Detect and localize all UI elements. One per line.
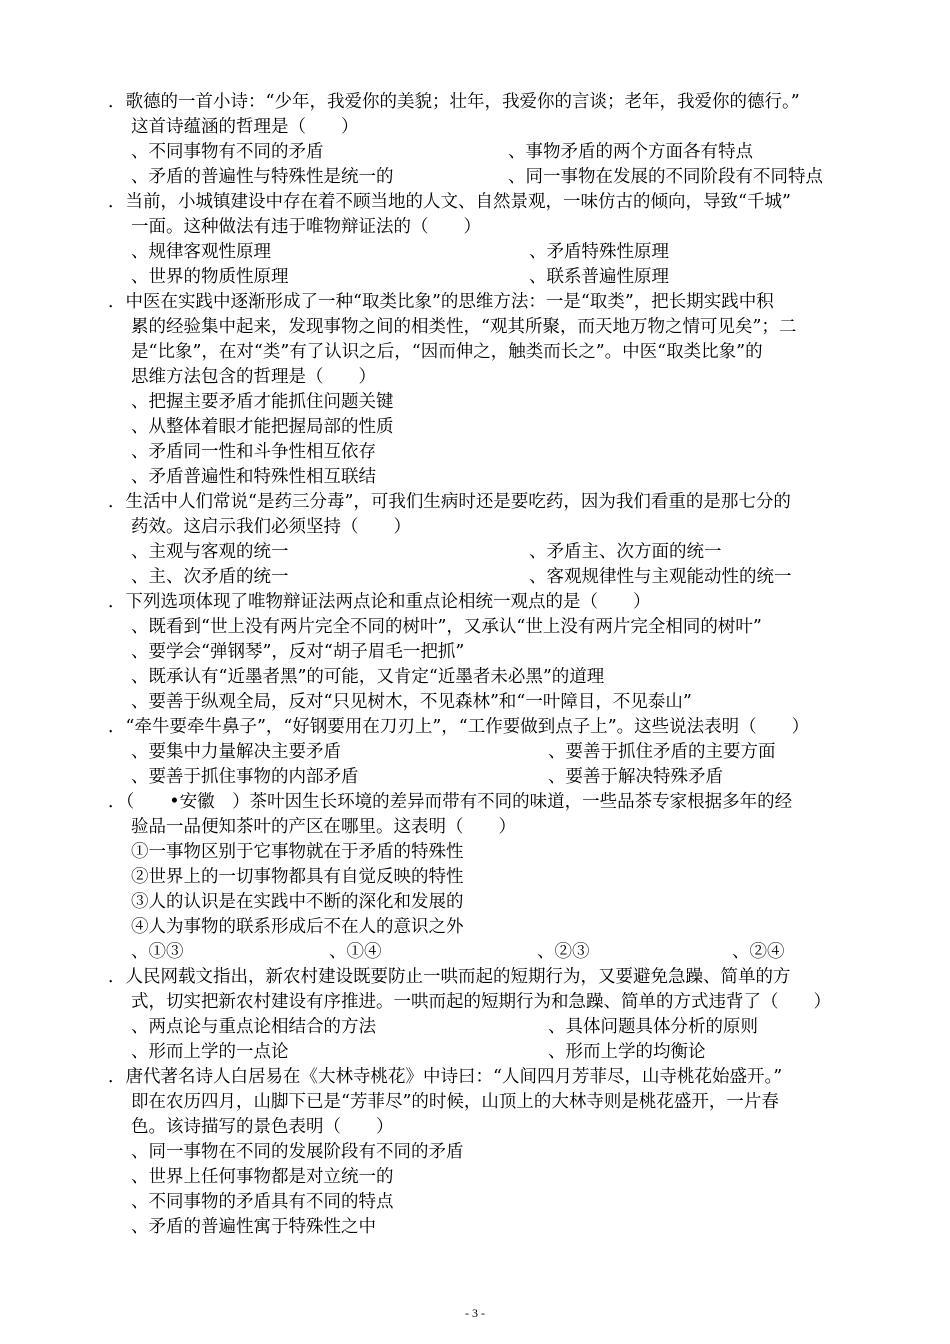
question-9-option-b: 、世界上任何事物都是对立统一的	[131, 1167, 394, 1187]
question-3-stem-line-4: 思维方法包含的哲理是（ ）	[131, 367, 376, 387]
question-7-statement-1: ①一事物区别于它事物就在于矛盾的特殊性	[131, 842, 464, 862]
question-3-option-b: 、从整体着眼才能把握局部的性质	[131, 417, 394, 437]
question-6-option-c: 、要善于抓住事物的内部矛盾	[131, 767, 359, 787]
question-8-stem-line-1: ．人民网载文指出，新农村建设既要防止一哄而起的短期行为，又要避免急躁、简单的方	[108, 967, 791, 987]
question-1-option-c: 、矛盾的普遍性与特殊性是统一的	[131, 167, 394, 187]
question-5-stem-line-1: ．下列选项体现了唯物辩证法两点论和重点论相统一观点的是（ ）	[108, 592, 651, 612]
page-number: - 3 -	[465, 1306, 485, 1320]
question-6-option-d: 、要善于解决特殊矛盾	[548, 767, 723, 787]
question-3-stem-line-3: 是“比象”，在对“类”有了认识之后，“因而伸之，触类而长之”。中医“取类比象”的	[131, 342, 763, 362]
question-9-option-a: 、同一事物在不同的发展阶段有不同的矛盾	[131, 1142, 464, 1162]
question-7-option-a: 、①③	[131, 942, 184, 962]
question-3-option-c: 、矛盾同一性和斗争性相互依存	[131, 442, 376, 462]
question-4-option-a: 、主观与客观的统一	[131, 542, 289, 562]
question-2-stem-line-1: ．当前，小城镇建设中存在着不顾当地的人文、自然景观，一味仿古的倾向，导致“千城”	[108, 192, 791, 212]
question-4-stem-line-2: 药效。这启示我们必须坚持（ ）	[131, 517, 411, 537]
question-2-option-b: 、矛盾特殊性原理	[529, 242, 669, 262]
question-5-option-b: 、要学会“弹钢琴”，反对“胡子眉毛一把抓”	[131, 642, 465, 662]
question-2-option-c: 、世界的物质性原理	[131, 267, 289, 287]
question-1-option-a: 、不同事物有不同的矛盾	[131, 142, 324, 162]
question-5-option-a: 、既看到“世上没有两片完全不同的树叶”，又承认“世上没有两片完全相同的树叶”	[131, 617, 762, 637]
question-7-option-b: 、①④	[329, 942, 382, 962]
question-5-option-d: 、要善于纵观全局，反对“只见树木，不见森林”和“一叶障目，不见泰山”	[131, 692, 692, 712]
question-6-stem-line-1: ．“牵牛要牵牛鼻子”，“好钢要用在刀刃上”，“工作要做到点子上”。这些说法表明（ ）	[108, 717, 810, 737]
question-9-stem-line-1: ．唐代著名诗人白居易在《大林寺桃花》中诗曰：“人间四月芳菲尽，山寺桃花始盛开。”	[108, 1067, 783, 1087]
question-9-stem-line-2: 即在农历四月，山脚下已是“芳菲尽”的时候，山顶上的大林寺则是桃花盛开，一片春	[131, 1092, 779, 1112]
question-3-option-d: 、矛盾普遍性和特殊性相互联结	[131, 467, 376, 487]
question-8-option-c: 、形而上学的一点论	[131, 1042, 289, 1062]
question-3-option-a: 、把握主要矛盾才能抓住问题关键	[131, 392, 394, 412]
question-5-option-c: 、既承认有“近墨者黑”的可能，又肯定“近墨者未必黑”的道理	[131, 667, 605, 687]
question-4-option-d: 、客观规律性与主观能动性的统一	[529, 567, 792, 587]
question-3-stem-line-1: ．中医在实践中逐渐形成了一种“取类比象”的思维方法：一是“取类”，把长期实践中积	[108, 292, 774, 312]
question-4-option-c: 、主、次矛盾的统一	[131, 567, 289, 587]
question-4-stem-line-1: ．生活中人们常说“是药三分毒”，可我们生病时还是要吃药，因为我们看重的是那七分的	[108, 492, 791, 512]
question-2-option-d: 、联系普遍性原理	[529, 267, 669, 287]
question-9-stem-line-3: 色。该诗描写的景色表明（ ）	[131, 1117, 394, 1137]
question-1-option-d: 、同一事物在发展的不同阶段有不同特点	[508, 167, 823, 187]
question-4-option-b: 、矛盾主、次方面的统一	[529, 542, 722, 562]
question-7-stem-line-1: ．（ •安徽 ）茶叶因生长环境的差异而带有不同的味道，一些品茶专家根据多年的经	[108, 792, 793, 812]
question-1-stem-line-2: 这首诗蕴涵的哲理是（ ）	[131, 117, 359, 137]
question-8-stem-line-2: 式，切实把新农村建设有序推进。一哄而起的短期行为和急躁、简单的方式违背了（ ）	[131, 992, 831, 1012]
question-3-stem-line-2: 累的经验集中起来，发现事物之间的相类性，“观其所聚，而天地万物之情可见矣”；二	[131, 317, 797, 337]
question-7-statement-4: ④人为事物的联系形成后不在人的意识之外	[131, 917, 464, 937]
question-9-option-d: 、矛盾的普遍性寓于特殊性之中	[131, 1217, 376, 1237]
question-7-stem-line-2: 验品一品便知茶叶的产区在哪里。这表明（ ）	[131, 817, 516, 837]
question-6-option-b: 、要善于抓住矛盾的主要方面	[548, 742, 776, 762]
question-8-option-d: 、形而上学的均衡论	[548, 1042, 706, 1062]
question-1-option-b: 、事物矛盾的两个方面各有特点	[508, 142, 753, 162]
question-2-option-a: 、规律客观性原理	[131, 242, 271, 262]
question-6-option-a: 、要集中力量解决主要矛盾	[131, 742, 341, 762]
question-2-stem-line-2: 一面。这种做法有违于唯物辩证法的（ ）	[131, 217, 481, 237]
question-8-option-a: 、两点论与重点论相结合的方法	[131, 1017, 376, 1037]
question-7-statement-3: ③人的认识是在实践中不断的深化和发展的	[131, 892, 464, 912]
question-8-option-b: 、具体问题具体分析的原则	[548, 1017, 758, 1037]
question-7-option-c: 、②③	[537, 942, 590, 962]
question-7-statement-2: ②世界上的一切事物都具有自觉反映的特性	[131, 867, 464, 887]
question-9-option-c: 、不同事物的矛盾具有不同的特点	[131, 1192, 394, 1212]
question-7-option-d: 、②④	[732, 942, 785, 962]
question-1-stem-line-1: ．歌德的一首小诗：“少年，我爱你的美貌；壮年，我爱你的言谈；老年，我爱你的德行。”	[108, 92, 800, 112]
